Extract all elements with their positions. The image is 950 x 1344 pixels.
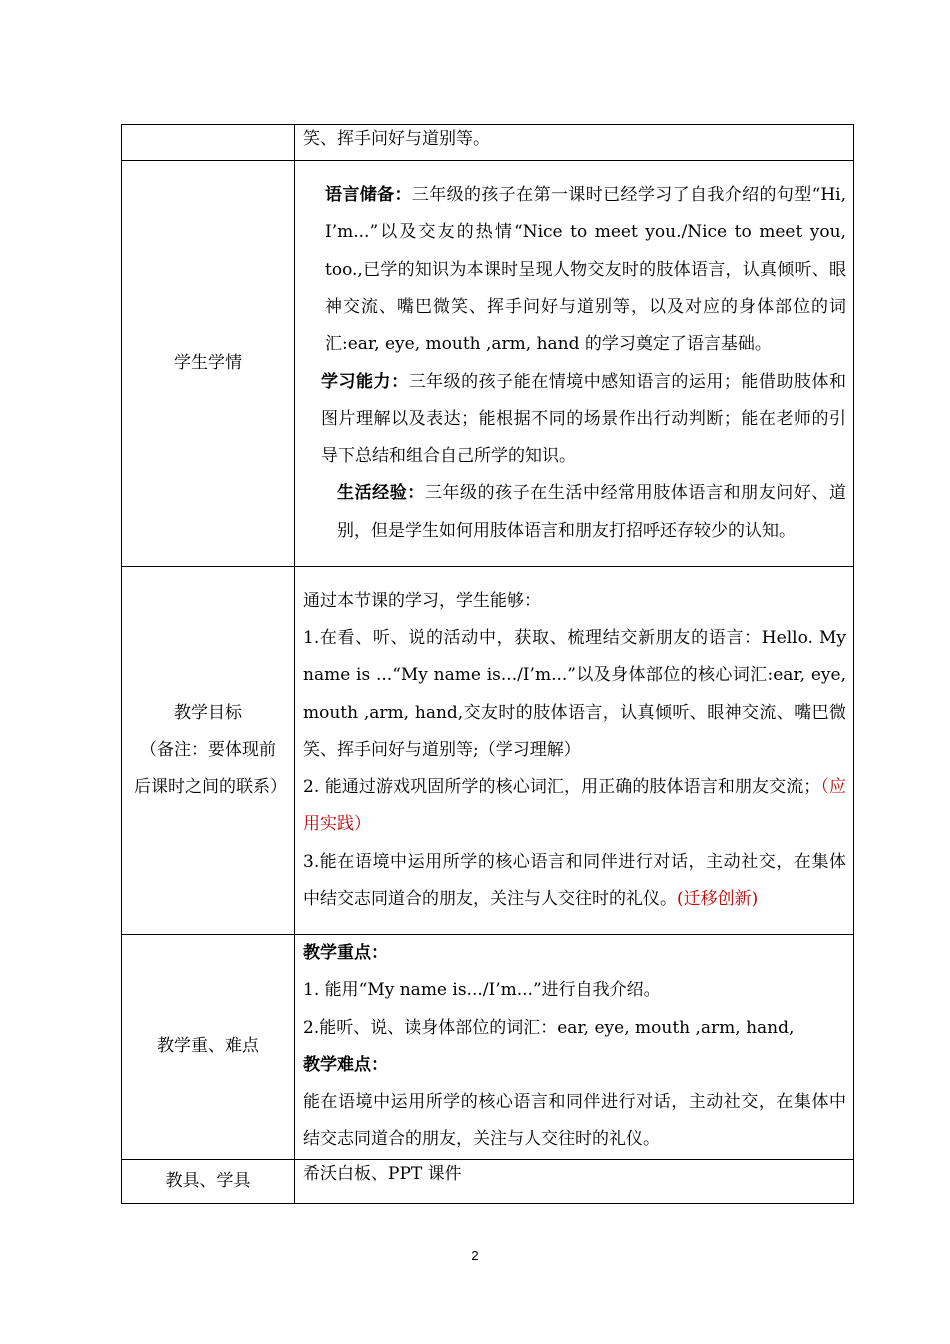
- key-points-heading: 教学重点：: [303, 943, 388, 963]
- goal-1: 1.在看、听、说的活动中，获取、梳理结交新朋友的语言：Hello. My name is ...“My name is.../I’m...”以及身体部位的核心词汇:ear, eye, mouth ,arm, hand,交友时的肢体语言，认真倾听、眼神交流、嘴巴微笑、挥手问好与道别等;（学习理解）: [303, 627, 846, 760]
- difficult-point-1: 能在语境中运用所学的核心语言和同伴进行对话，主动社交，在集体中结交志同道合的朋友，关注与人交往时的礼仪。: [303, 1092, 846, 1150]
- teaching-goals-content: [295, 567, 854, 935]
- goal-3-tag: (迁移创新): [677, 889, 759, 910]
- goal-2-tag: （应用实践）: [303, 777, 846, 835]
- table-row: [122, 567, 854, 935]
- table-row: [122, 161, 854, 567]
- goals-intro: 通过本节课的学习，学生能够：: [303, 590, 541, 611]
- learning-ability-paragraph: 学习能力：三年级的孩子能在情境中感知语言的运用；能借助肢体和图片理解以及表达；能根据不同的场景作出行动判断；能在老师的引导下总结和组合自己所学的知识。: [321, 371, 847, 467]
- row-label-empty: [122, 125, 295, 161]
- language-reserve-heading: 语言储备：: [325, 185, 412, 206]
- row-label-student-analysis: 学生学情: [122, 161, 295, 567]
- page-number: 2: [471, 1248, 479, 1263]
- row-content-continued: 笑、挥手问好与道别等。: [295, 125, 854, 161]
- life-experience-heading: 生活经验：: [337, 483, 425, 504]
- table-row: [122, 1159, 854, 1203]
- goal-3: 3.能在语境中运用所学的核心语言和同伴进行对话，主动社交，在集体中结交志同道合的朋友，关注与人交往时的礼仪。(迁移创新): [303, 851, 846, 910]
- difficult-points-heading: 教学难点：: [303, 1054, 388, 1075]
- goal-2: 2. 能通过游戏巩固所学的核心词汇，用正确的肢体语言和朋友交流；（应用实践）: [303, 777, 846, 835]
- key-difficult-content: [295, 935, 854, 1160]
- tools-content: 希沃白板、PPT 课件: [295, 1159, 854, 1203]
- life-experience-paragraph: 生活经验：三年级的孩子在生活中经常用肢体语言和朋友问好、道别，但是学生如何用肢体语言和朋友打招呼还存较少的认知。: [337, 483, 847, 541]
- row-label-teaching-goals: 教学目标 （备注：要体现前后课时之间的联系）: [122, 567, 295, 935]
- language-reserve-paragraph: 语言储备：三年级的孩子在第一课时已经学习了自我介绍的句型“Hi, I’m...”以及交友的热情“Nice to meet you./Nice to meet you, too.,已学的知识为本课时呈现人物交友时的肢体语言，认真倾听、眼神交流、嘴巴微笑、挥手问好与道别等，以及对应的身体部位的词汇:ear, eye, mouth ,arm, hand 的学习奠定了语言基础。: [325, 185, 847, 355]
- student-analysis-content: [295, 161, 854, 567]
- row-label-tools: 教具、学具: [122, 1159, 295, 1203]
- learning-ability-heading: 学习能力：: [321, 371, 409, 392]
- lesson-plan-table: [121, 124, 854, 1204]
- key-point-2: 2.能听、说、读身体部位的词汇：ear, eye, mouth ,arm, hand,: [303, 1017, 795, 1038]
- table-row: [122, 125, 854, 161]
- row-label-key-difficult: 教学重、难点: [122, 935, 295, 1160]
- key-point-1: 1. 能用“My name is.../I’m...”进行自我介绍。: [303, 980, 661, 1001]
- table-row: [122, 935, 854, 1160]
